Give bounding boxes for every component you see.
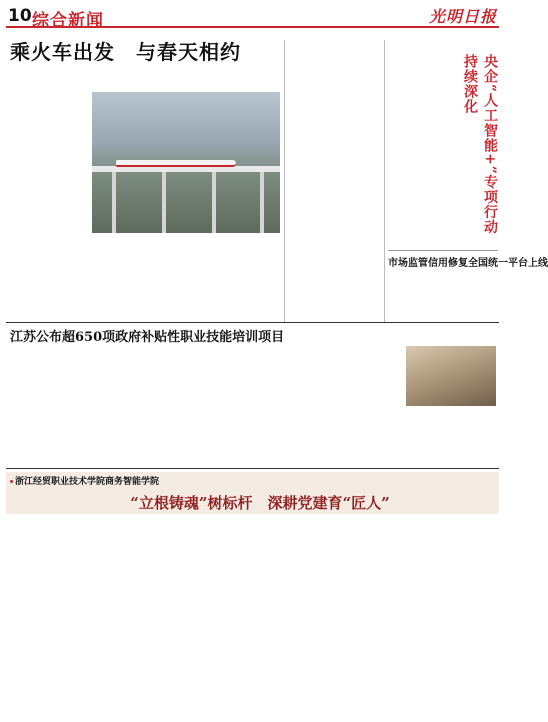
jiangsu-photo bbox=[406, 346, 496, 406]
section-title: 综合新闻 bbox=[32, 11, 104, 31]
newspaper-logo: 光明日报 bbox=[428, 7, 497, 26]
bullet-icon bbox=[10, 480, 13, 483]
jiangsu-body bbox=[10, 346, 402, 464]
market-body bbox=[388, 268, 498, 322]
train-photo-caption bbox=[92, 236, 280, 250]
train-headline: 乘火车出发 与春天相约 bbox=[10, 40, 241, 64]
train-photo bbox=[92, 92, 280, 233]
section-rule bbox=[6, 468, 499, 469]
train-body-2 bbox=[96, 270, 154, 320]
page-number: 10 bbox=[8, 6, 32, 26]
train-illustration bbox=[116, 160, 236, 167]
bridge-pier bbox=[212, 172, 216, 233]
bridge-pier bbox=[260, 172, 264, 233]
academy-quote-headline: “立根铸魂”树标杆 深耕党建育“匠人” bbox=[130, 494, 390, 512]
jiangsu-headline: 江苏公布超650项政府补贴性职业技能培训项目 bbox=[10, 330, 285, 345]
academy-headline-text: 浙江经贸职业技术学院商务智能学院 bbox=[15, 477, 160, 487]
academy-headline bbox=[10, 474, 495, 487]
train-body-1b bbox=[10, 236, 88, 320]
academy-body-c bbox=[332, 534, 496, 716]
train-body-1 bbox=[10, 138, 88, 233]
column-divider bbox=[284, 40, 285, 322]
market-headline: 市场监管信用修复全国统一平台上线 bbox=[388, 258, 548, 269]
jiangsu-photo-caption bbox=[406, 408, 496, 464]
mid-body bbox=[288, 56, 380, 320]
soe-vertical-headline: 央企“人工智能+”专项行动持续深化 bbox=[462, 54, 498, 235]
page-header bbox=[6, 4, 499, 31]
bridge-pier bbox=[162, 172, 166, 233]
column-divider bbox=[384, 40, 385, 322]
academy-body bbox=[10, 520, 170, 716]
section-rule bbox=[388, 250, 498, 251]
bridge-pier bbox=[112, 172, 116, 233]
section-rule bbox=[6, 322, 499, 323]
train-body-3 bbox=[158, 270, 280, 320]
train-lead bbox=[10, 70, 88, 120]
academy-body-b bbox=[176, 534, 326, 716]
